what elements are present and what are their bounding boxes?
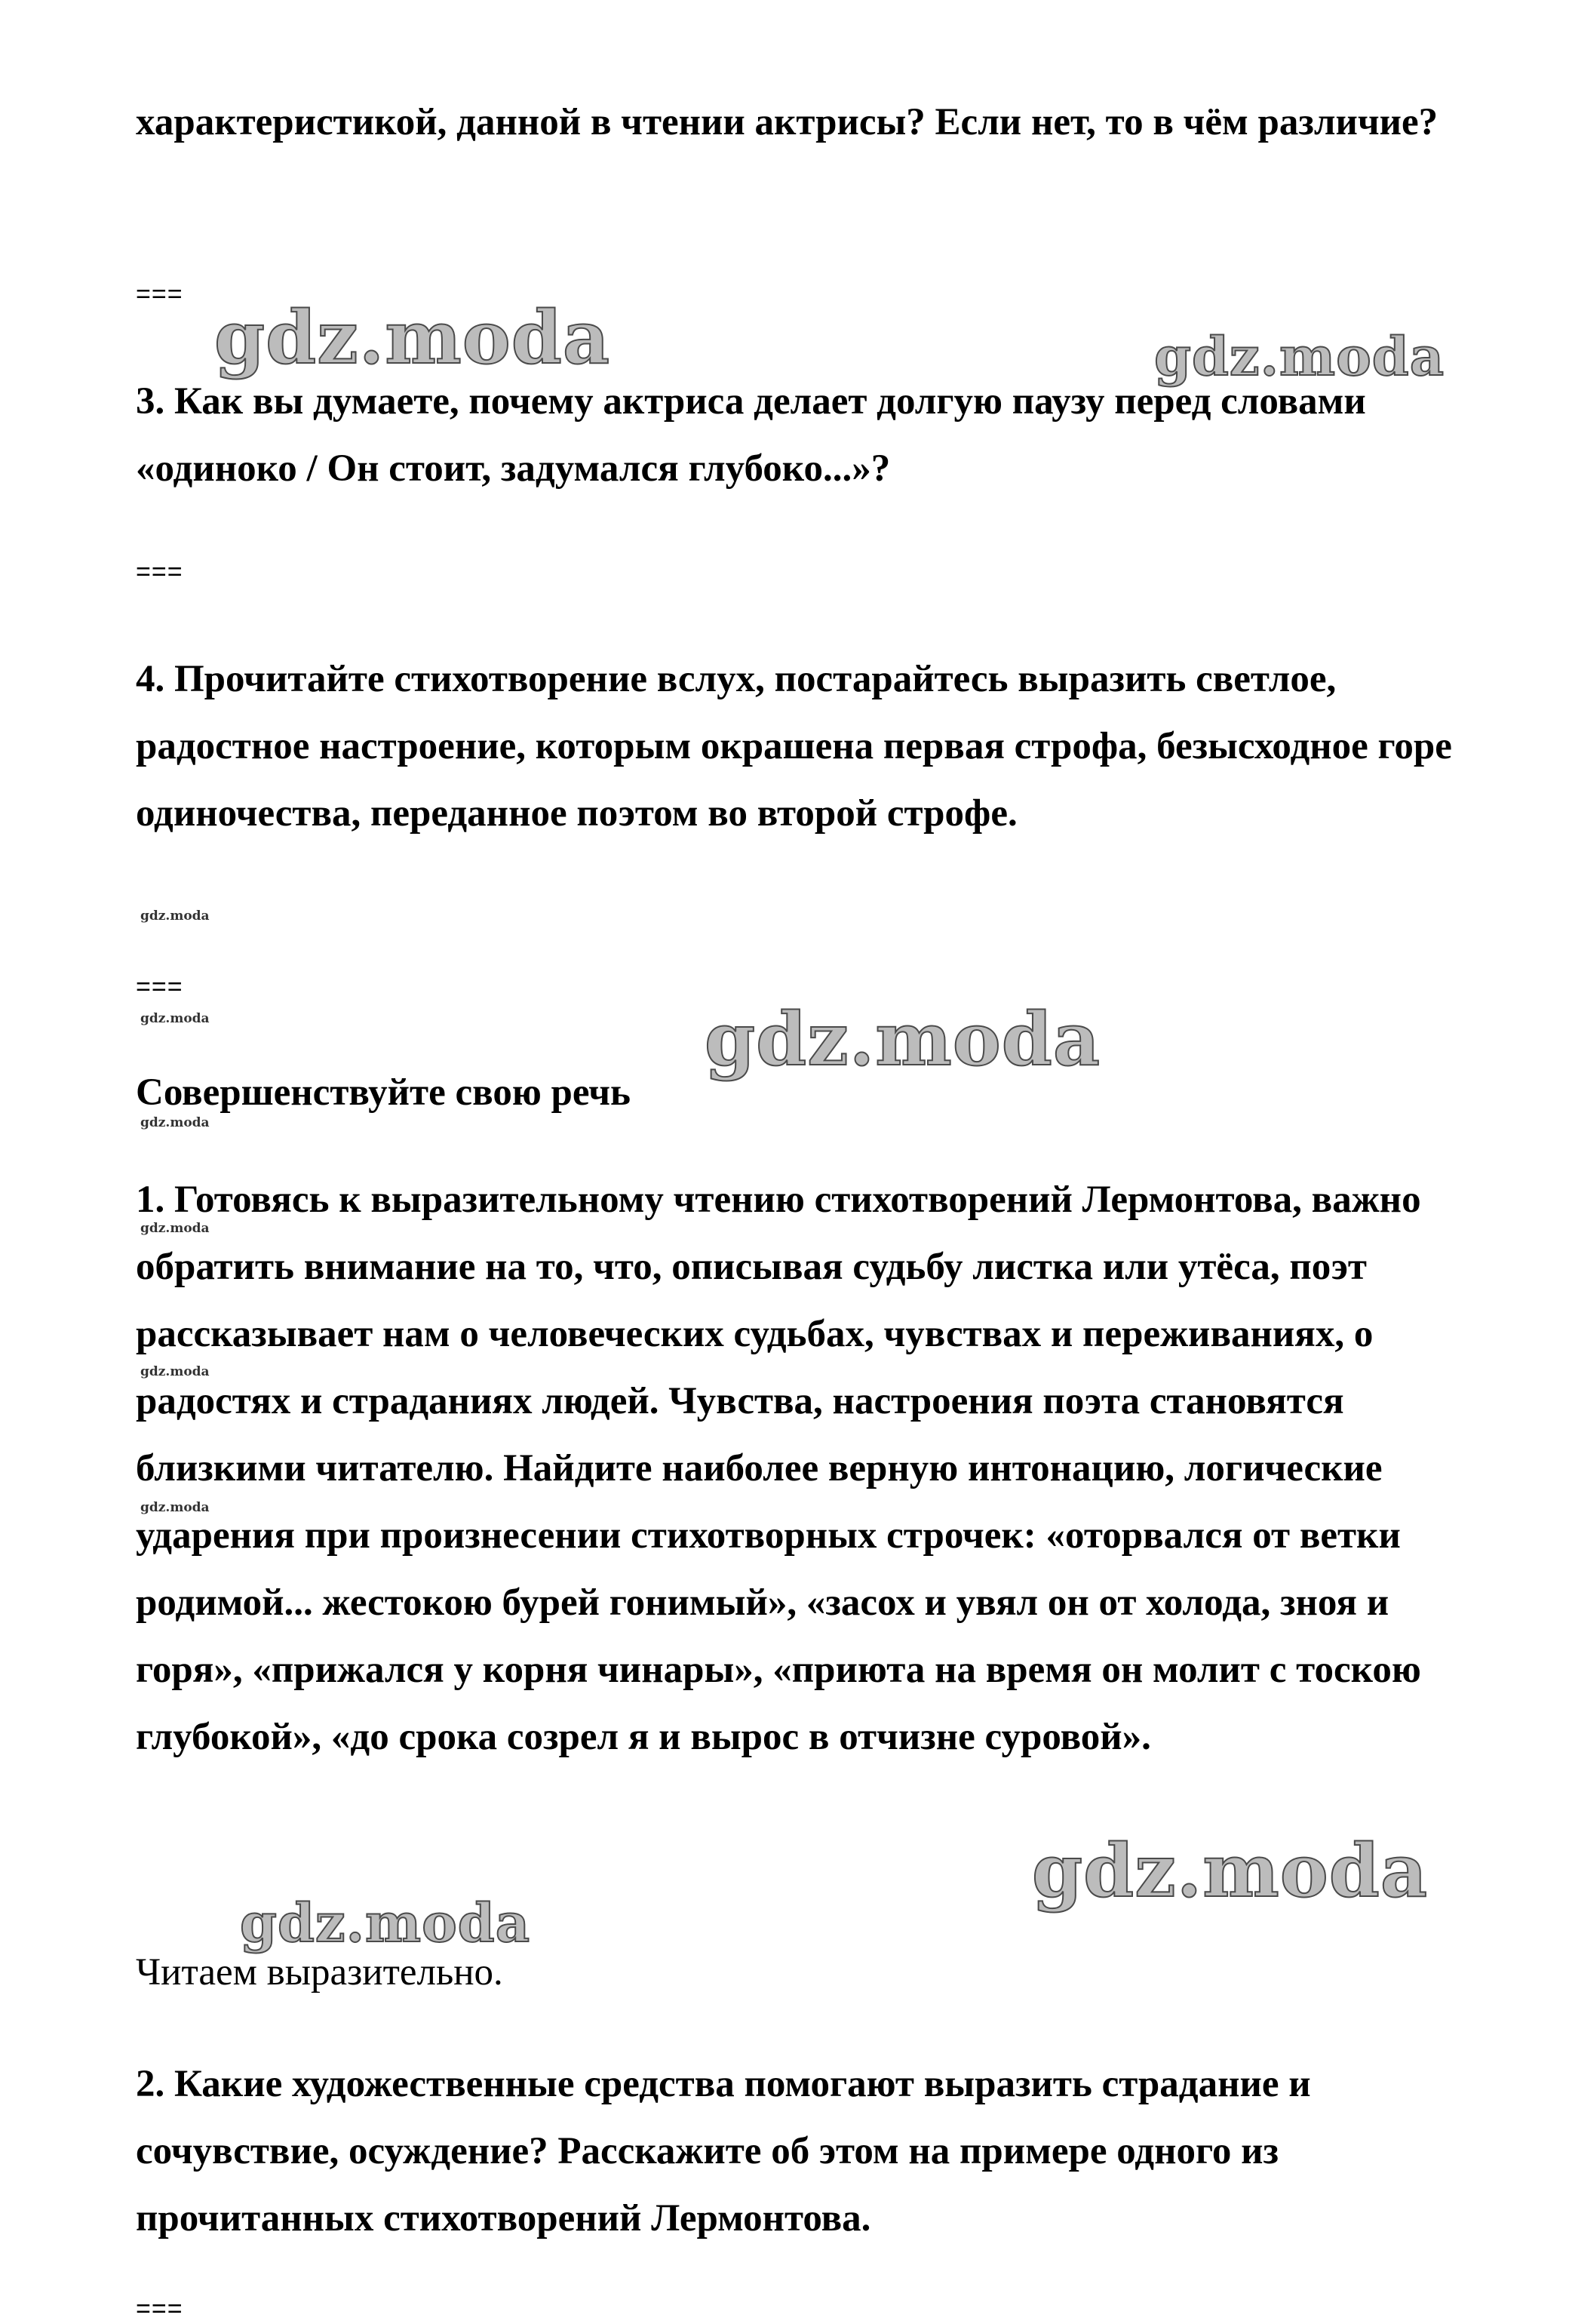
section-title: Совершенствуйте свою речь [136, 1071, 631, 1114]
answer-1: Читаем выразительно. [136, 1951, 503, 1994]
separator-1: === [136, 280, 183, 309]
watermark-small-2: gdz.moda [140, 1011, 210, 1026]
watermark-small-5: gdz.moda [140, 1364, 210, 1379]
separator-3: === [136, 973, 183, 1001]
watermark-logo-2: gdz.moda [1154, 325, 1445, 388]
separator-4: === [136, 2295, 183, 2323]
task-1: 1. Готовясь к выразительному чтению стихотворений Лермонтова, важно обратить внимание на то, что, описывая судьбу листка или утёса, поэт рассказывает нам о человеческих судьбах, чувствах и переживаниях, о радостях и страданиях людей. Чувства, настроения поэта становятся близкими читателю. Найдите наиболее верную интонацию, логические ударения при произнесении стихотворных строчек: «оторвался от ветки родимой... жестокою бурей гонимый», «засох и увял он от холода, зноя и горя», «прижался у корня чинары», «приюта на время он молит с тоскою глубокой», «до срока созрел я и вырос в отчизне суровой». [136, 1179, 1421, 1758]
watermark-logo-3: gdz.moda [705, 997, 1101, 1082]
question-4: 4. Прочитайте стихотворение вслух, постарайтесь выразить светлое, радостное настроение, которым окрашена первая строфа, безысходное горе одиночества, переданное поэтом во второй строфе. [136, 658, 1452, 835]
watermark-logo-5: gdz.moda [240, 1892, 531, 1954]
question-3: 3. Как вы думаете, почему актриса делает долгую паузу перед словами «одиноко / Он стоит, задумался глубоко...»? [136, 380, 1366, 490]
separator-2: === [136, 558, 183, 586]
text-fragment-top: характеристикой, данной в чтении актрисы? Если нет, то в чём различие? [136, 101, 1439, 143]
watermark-logo-1: gdz.moda [214, 295, 611, 380]
watermark-small-3: gdz.moda [140, 1115, 210, 1130]
watermark-small-6: gdz.moda [140, 1500, 210, 1515]
task-2: 2. Какие художественные средства помогают выразить страдание и сочувствие, осуждение? Расскажите об этом на примере одного из прочитанных стихотворений Лермонтова. [136, 2063, 1311, 2239]
watermark-logo-4: gdz.moda [1032, 1828, 1429, 1914]
watermark-small-4: gdz.moda [140, 1221, 210, 1236]
watermark-small-1: gdz.moda [140, 908, 210, 924]
